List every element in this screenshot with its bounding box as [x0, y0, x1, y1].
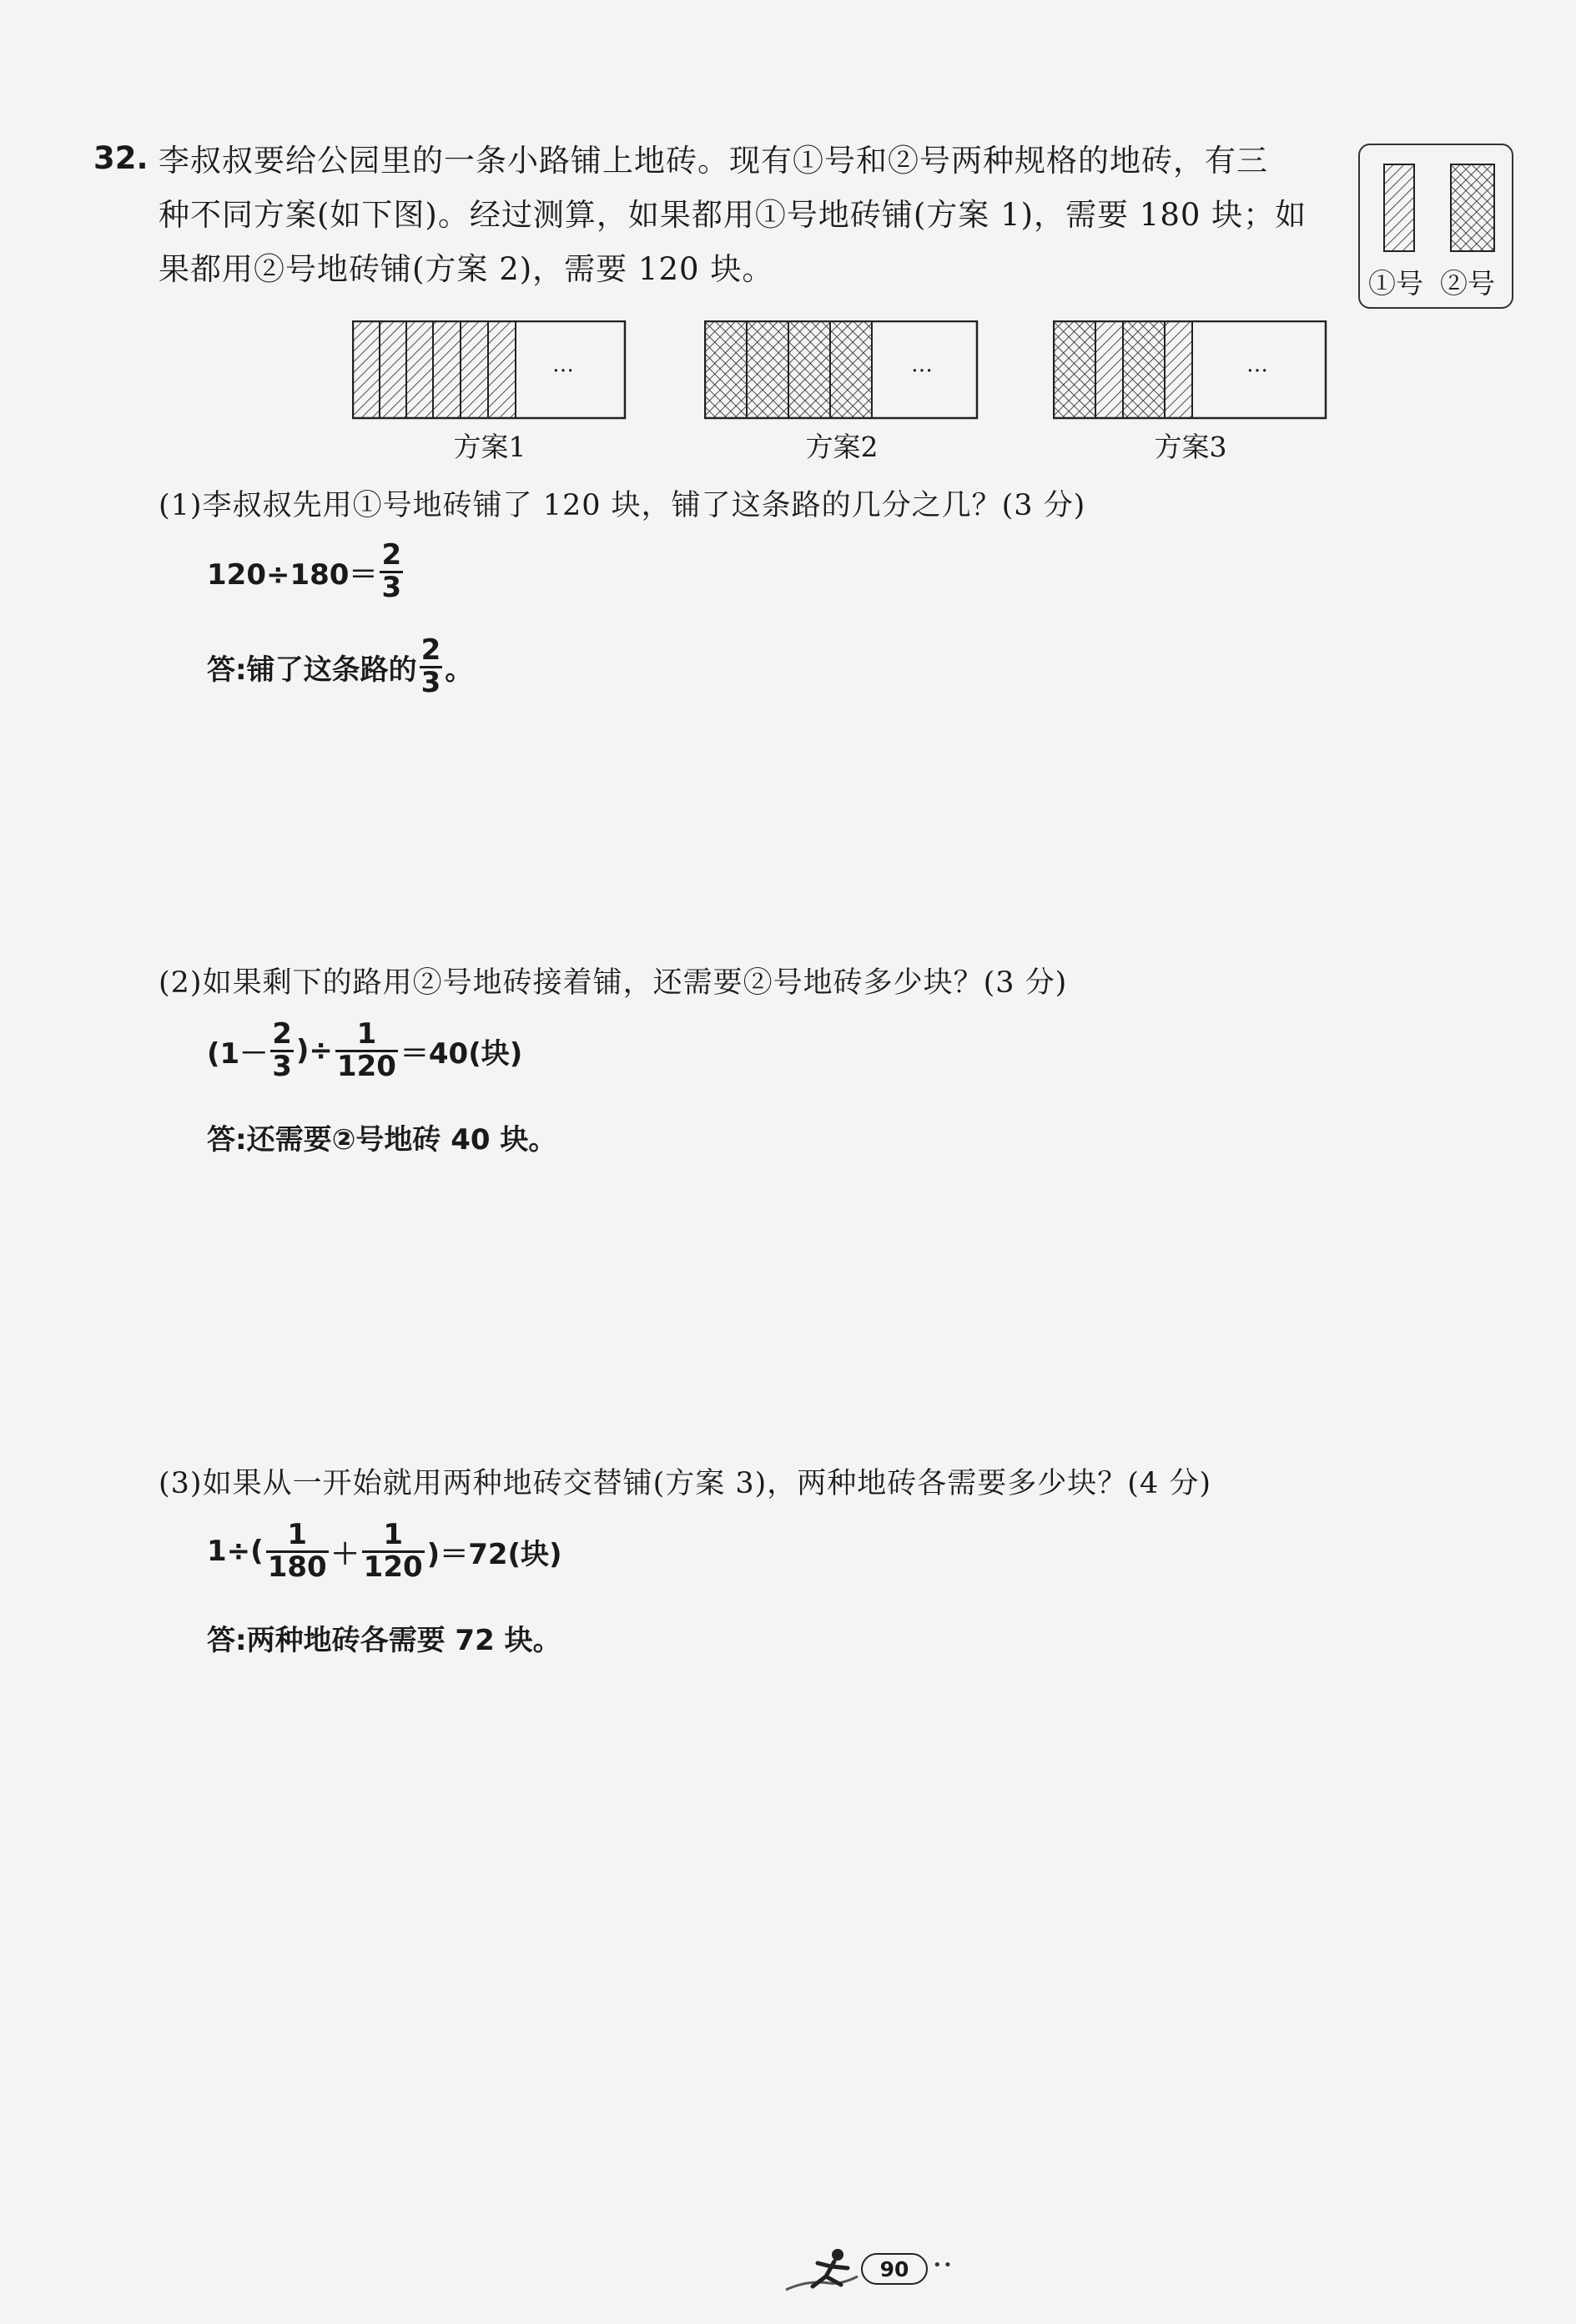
part3-calc-fraction1	[266, 1520, 329, 1582]
fraction-denominator: 120	[336, 1049, 396, 1083]
plan2-diagram	[704, 320, 979, 463]
part3-answer: 答:两种地砖各需要 72 块。	[207, 1624, 561, 1657]
plan3-ellipsis: …	[1246, 352, 1268, 377]
page-number: 90	[861, 2253, 928, 2285]
tile2-swatch	[1450, 164, 1500, 255]
stem-line: 种不同方案(如下图)。经过测算，如果都用①号地砖铺(方案 1)，需要 180 块；如	[159, 197, 1307, 233]
part2-calc-fraction1	[270, 1017, 294, 1083]
part3-calc-fraction2	[362, 1520, 425, 1582]
tile1-label: ①号	[1368, 267, 1423, 300]
part1-answer-fraction	[420, 633, 443, 699]
fraction-denominator: 120	[363, 1550, 423, 1584]
part1-calculation	[207, 538, 405, 604]
plan3-diagram	[1053, 320, 1328, 463]
part1-answer	[207, 633, 474, 699]
part2-answer: 答:还需要②号地砖 40 块。	[207, 1123, 557, 1157]
footer-dots: ••	[933, 2256, 954, 2274]
fraction-denominator: 3	[272, 1049, 292, 1083]
stem-line: 果都用②号地砖铺(方案 2)，需要 120 块。	[159, 251, 774, 287]
part2-question: (2)如果剩下的路用②号地砖接着铺，还需要②号地砖多少块？(3 分)	[159, 966, 1068, 1000]
plan3-label: 方案3	[1154, 431, 1227, 463]
plan1-strip	[352, 320, 627, 421]
part3-question: (3)如果从一开始就用两种地砖交替铺(方案 3)，两种地砖各需要多少块？(4 分)	[159, 1467, 1211, 1500]
question-number: 32.	[93, 140, 149, 176]
plan2-ellipsis: …	[911, 352, 933, 377]
fraction-numerator: 1	[287, 1518, 308, 1551]
plan1-diagram	[352, 320, 627, 463]
part1-question: (1)李叔叔先用①号地砖铺了 120 块，铺了这条路的几分之几？(3 分)	[159, 489, 1086, 522]
tile-legend	[1358, 144, 1513, 309]
part1-answer-prefix: 答:铺了这条路的	[207, 653, 417, 687]
part2-calculation	[207, 1017, 523, 1083]
runner-logo-icon	[783, 2243, 863, 2301]
plan2-strip	[704, 320, 979, 421]
part1-calc-prefix: 120÷180＝	[207, 557, 378, 592]
plan1-label: 方案1	[453, 431, 526, 463]
fraction-numerator: 1	[383, 1518, 403, 1551]
plan3-strip	[1053, 320, 1328, 421]
fraction-denominator: 180	[267, 1550, 327, 1584]
part1-answer-suffix: 。	[445, 653, 474, 687]
part3-calc-open: 1÷(	[207, 1535, 264, 1569]
part3-calc-plus: ＋	[330, 1537, 360, 1571]
fraction-numerator: 2	[381, 538, 402, 572]
fraction-denominator: 3	[381, 570, 402, 604]
plan1-ellipsis: …	[552, 352, 574, 377]
part1-calc-fraction	[380, 538, 403, 604]
tile2-label: ②号	[1440, 267, 1495, 300]
part2-calc-mid: )÷	[295, 1034, 333, 1068]
fraction-numerator: 2	[420, 633, 441, 667]
plan2-label: 方案2	[805, 431, 879, 463]
part2-calc-fraction2	[335, 1017, 398, 1083]
stem-line: 李叔叔要给公园里的一条小路铺上地砖。现有①号和②号两种规格的地砖，有三	[159, 143, 1268, 179]
fraction-numerator: 1	[356, 1017, 377, 1051]
part2-calc-end: ＝40(块)	[400, 1036, 523, 1071]
question-stem	[159, 134, 1343, 296]
part3-calculation	[207, 1520, 562, 1582]
tile1-swatch	[1383, 164, 1425, 255]
fraction-numerator: 2	[272, 1017, 292, 1051]
fraction-denominator: 3	[420, 665, 441, 699]
part2-calc-open: (1－	[207, 1036, 269, 1071]
part3-calc-end: )＝72(块)	[426, 1537, 562, 1571]
